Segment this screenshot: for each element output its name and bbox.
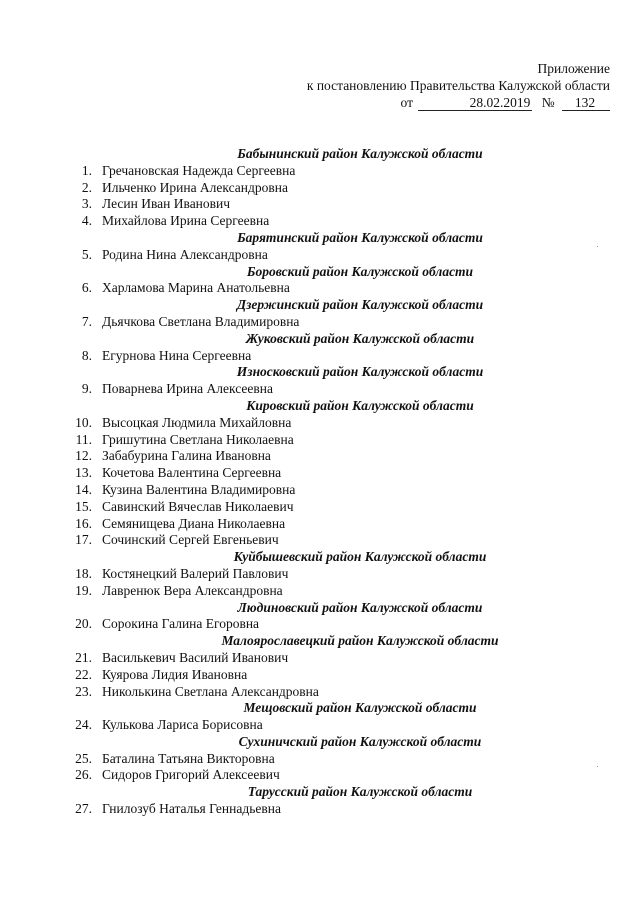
district-heading: Малоярославецкий район Калужской области (221, 633, 499, 649)
person-name: Михайлова Ирина Сергеевна (102, 213, 270, 229)
person-name: Поварнева Ирина Алексеевна (102, 381, 273, 397)
appendix-header (307, 60, 610, 111)
list-item (62, 213, 602, 230)
district-heading: Жуковский район Калужской области (245, 330, 475, 346)
person-name: Дьячкова Светлана Владимировна (102, 313, 300, 329)
item-number: 19. (75, 582, 92, 598)
item-number: 15. (75, 498, 92, 514)
item-number: 21. (75, 649, 92, 665)
list-item (62, 650, 602, 667)
item-number: 1. (81, 162, 92, 178)
item-number: 8. (81, 347, 92, 363)
resolution-date-number (307, 94, 610, 111)
item-number: 16. (75, 515, 92, 531)
person-name: Савинский Вячеслав Николаевич (102, 498, 294, 514)
list-item (62, 348, 602, 365)
item-number: 14. (75, 481, 92, 497)
person-name: Ильченко Ирина Александровна (102, 179, 288, 195)
list-item (62, 499, 602, 516)
list-item (62, 767, 602, 784)
item-number: 23. (75, 683, 92, 699)
scan-speck (597, 246, 598, 247)
list-item (62, 616, 602, 633)
district-heading: Кировский район Калужской области (246, 397, 474, 413)
list-item (62, 448, 602, 465)
district-heading: Людиновский район Калужской области (237, 599, 483, 615)
person-name: Сорокина Галина Егоровна (102, 616, 260, 632)
item-number: 18. (75, 565, 92, 581)
item-number: 20. (75, 616, 92, 632)
item-number: 6. (81, 280, 92, 296)
item-number: 9. (81, 381, 92, 397)
person-name: Куярова Лидия Ивановна (102, 666, 248, 682)
list-item (62, 196, 602, 213)
person-name: Сидоров Григорий Алексеевич (102, 767, 280, 783)
resolution-reference: к постановлению Правительства Калужской области (306, 78, 610, 93)
item-number: 27. (75, 801, 92, 817)
list-item (62, 667, 602, 684)
person-name: Егурнова Нина Сергеевна (102, 347, 252, 363)
list-item (62, 751, 602, 768)
list-item (62, 280, 602, 297)
person-name: Гречановская Надежда Сергеевна (102, 162, 296, 178)
district-heading: Дзержинский район Калужской области (236, 297, 484, 313)
item-number: 3. (81, 196, 92, 212)
person-name: Баталина Татьяна Викторовна (102, 750, 275, 766)
from-label: от (400, 95, 413, 110)
item-number: 13. (75, 465, 92, 481)
list-item (62, 415, 602, 432)
list-item (62, 566, 602, 583)
person-name: Родина Нина Александровна (102, 246, 268, 262)
list-item (62, 314, 602, 331)
district-heading: Износковский район Калужской области (236, 364, 484, 380)
person-name: Кузина Валентина Владимировна (102, 481, 296, 497)
resolution-number: 132 (562, 95, 610, 111)
person-name: Гришутина Светлана Николаевна (102, 431, 294, 447)
person-name: Высоцкая Людмила Михайловна (102, 414, 292, 430)
district-heading: Тарусский район Калужской области (247, 784, 473, 800)
list-item (62, 801, 602, 818)
item-number: 22. (75, 666, 92, 682)
resolution-date: 28.02.2019 (418, 95, 532, 111)
district-heading: Сухиничский район Калужской области (238, 733, 482, 749)
person-name: Лавренюк Вера Александровна (102, 582, 283, 598)
person-name: Харламова Марина Анатольевна (102, 280, 290, 296)
person-name: Гнилозуб Наталья Геннадьевна (102, 801, 281, 817)
item-number: 2. (81, 179, 92, 195)
person-name: Забабурина Галина Ивановна (102, 448, 271, 464)
district-heading: Куйбышевский район Калужской области (233, 549, 487, 565)
person-name: Кулькова Лариса Борисовна (102, 717, 263, 733)
item-number: 12. (75, 448, 92, 464)
list-item (62, 583, 602, 600)
appendix-label: Приложение (537, 61, 610, 76)
item-number: 10. (75, 414, 92, 430)
person-name: Лесин Иван Иванович (102, 196, 231, 212)
person-name: Костянецкий Валерий Павлович (102, 565, 289, 581)
item-number: 7. (81, 313, 92, 329)
district-heading: Бабынинский район Калужской области (237, 146, 483, 161)
list-item (62, 432, 602, 449)
district-heading: Барятинский район Калужской области (237, 229, 483, 245)
list-item (62, 247, 602, 264)
person-name: Сочинский Сергей Евгеньевич (102, 532, 279, 548)
list-item (62, 516, 602, 533)
district-list (62, 146, 602, 818)
list-item (62, 482, 602, 499)
list-item (62, 465, 602, 482)
item-number: 26. (75, 767, 92, 783)
item-number: 5. (81, 246, 92, 262)
person-name: Николькина Светлана Александровна (102, 683, 319, 699)
list-item (62, 163, 602, 180)
list-item (62, 381, 602, 398)
item-number: 24. (75, 717, 92, 733)
list-item (62, 180, 602, 197)
item-number: 11. (75, 431, 92, 447)
person-name: Семянищева Диана Николаевна (102, 515, 286, 531)
list-item (62, 684, 602, 701)
list-item (62, 717, 602, 734)
list-item (62, 532, 602, 549)
person-name: Кочетова Валентина Сергеевна (102, 465, 282, 481)
scan-speck (597, 766, 598, 767)
item-number: 17. (75, 532, 92, 548)
number-sign: № (541, 95, 555, 110)
item-number: 4. (81, 213, 92, 229)
district-heading: Боровский район Калужской области (246, 263, 474, 279)
item-number: 25. (75, 750, 92, 766)
district-heading: Мещовский район Калужской области (243, 700, 477, 716)
person-name: Василькевич Василий Иванович (102, 649, 289, 665)
